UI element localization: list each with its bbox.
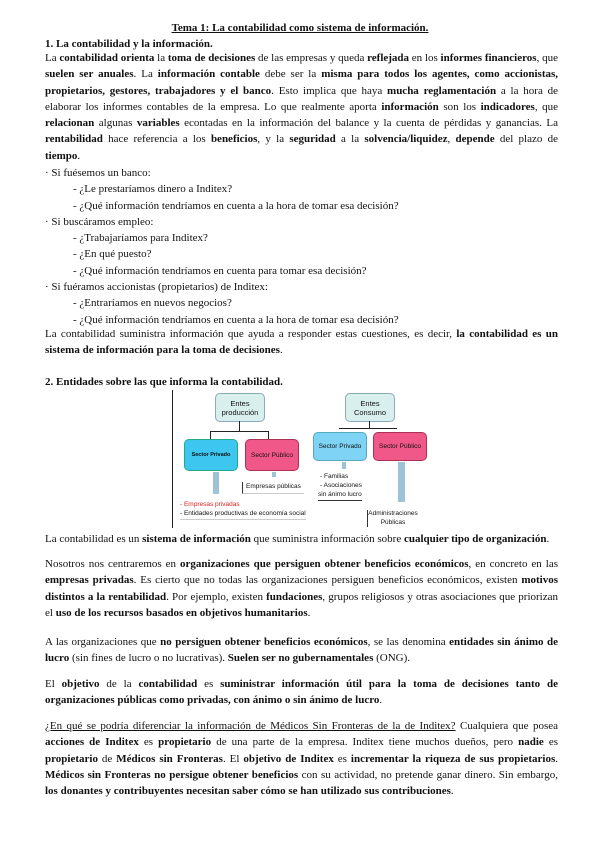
bold-text: acciones de Inditex xyxy=(45,736,139,749)
text: El xyxy=(45,678,62,690)
text: que suministra información sobre xyxy=(250,533,404,545)
paragraph xyxy=(45,50,558,164)
text: . xyxy=(279,344,283,357)
asociaciones-label: - Asociaciones xyxy=(320,482,362,489)
bold-text: contabilidad xyxy=(138,678,198,690)
question-item: - ¿Trabajaríamos para Inditex? xyxy=(73,232,208,245)
bold-text: reflejada xyxy=(367,52,410,64)
text: es xyxy=(197,678,221,690)
bold-text: entidades sin ánimo de lucro xyxy=(45,636,558,665)
text: son los xyxy=(438,100,481,113)
text: . xyxy=(307,606,311,619)
scenario-item: · Si fuésemos un banco: xyxy=(45,167,151,179)
paragraph xyxy=(45,718,558,799)
bold-text: variables xyxy=(136,117,180,130)
produccion-sector-privado: Sector Privado xyxy=(184,439,238,471)
text: Cualquiera que posea xyxy=(455,720,559,732)
entities-diagram xyxy=(172,388,434,530)
text: . xyxy=(555,752,558,765)
empresas-publicas-label: Empresas públicas xyxy=(242,482,304,494)
entes-produccion-box: Entes producción xyxy=(215,393,265,422)
text: . El xyxy=(222,752,244,765)
text: La xyxy=(45,52,60,64)
text: . La xyxy=(133,68,158,81)
paragraph xyxy=(45,676,558,709)
bold-text: propietario xyxy=(158,736,212,749)
produccion-sector-publico: Sector Público xyxy=(245,439,299,471)
bold-text: cualquier tipo de organización xyxy=(403,533,547,545)
bold-text: contabilidad orienta xyxy=(59,52,155,64)
bold-text: nadie xyxy=(518,736,544,749)
scenario-item: · Si fuéramos accionistas (propietarios) de Inditex: xyxy=(45,281,268,294)
text: . xyxy=(379,694,383,707)
text: del plazo de xyxy=(494,133,558,146)
text: La contabilidad suministra información que ayuda a responder estas cuestiones, es decir, xyxy=(45,328,457,340)
question-item: - ¿Qué información tendríamos en cuenta a la hora de tomar esa decisión? xyxy=(73,313,399,326)
bold-text: toma de decisiones xyxy=(167,52,256,64)
bold-text: seguridad xyxy=(289,133,336,146)
text: de una parte de la empresa. Inditex tiene muchos dueños, pero xyxy=(211,736,519,749)
bold-text: depende xyxy=(455,133,495,146)
bold-text: sistema de información xyxy=(142,533,251,545)
bold-text: suministrar información útil para la toma de decisiones tanto de organizaciones públicas como privadas, con ánimo o sin ánimo de lucro xyxy=(45,678,558,707)
question-item: - ¿En qué puesto? xyxy=(73,248,152,261)
bold-text: motivos distintos a la rentabilidad xyxy=(45,574,559,603)
arrow-icon xyxy=(398,462,405,502)
arrow-icon xyxy=(213,472,219,494)
text: de la xyxy=(99,678,139,690)
arrow-icon xyxy=(272,472,276,477)
arrow-icon xyxy=(342,462,346,469)
document-title: Tema 1: La contabilidad como sistema de información. xyxy=(171,22,429,34)
consumo-sector-publico: Sector Público xyxy=(373,432,427,461)
bold-text: Suelen ser no gubernamentales xyxy=(227,652,374,665)
economia-social-label: - Entidades productivas de economía social xyxy=(180,510,306,520)
question-list xyxy=(45,165,399,328)
bold-text: empresas privadas xyxy=(45,574,134,587)
scenario-item: · Si buscáramos empleo: xyxy=(45,215,154,228)
bold-text: misma para todos los agentes, como accionistas, propietarios, gestores, trabajadores y el banco xyxy=(45,68,559,97)
text: con su actividad, no pretende ganar dinero. Sin embargo, xyxy=(298,768,558,781)
bold-text: Médicos sin Fronteras no persigue obtener beneficios xyxy=(45,768,299,781)
bold-text: tiempo xyxy=(45,149,78,162)
bold-text: relacionan xyxy=(45,117,95,130)
text: en los xyxy=(409,52,441,64)
bold-text: indicadores xyxy=(480,100,535,113)
text: , que xyxy=(534,100,559,113)
text: , que xyxy=(536,52,558,64)
text: , grupos religiosos y otras asociaciones que priorizan el xyxy=(45,590,558,619)
text: a la hora de elaborar los informes contables de la empresa. Lo que realmente aporta xyxy=(45,84,558,113)
text: (sin fines de lucro o no lucrativas). xyxy=(69,652,228,665)
text: La contabilidad es un xyxy=(45,533,143,545)
empresas-privadas-label: - Empresas privadas xyxy=(180,501,240,508)
text: es xyxy=(543,736,558,749)
question-item: - ¿Le prestaríamos dinero a Inditex? xyxy=(73,183,233,196)
text: la xyxy=(154,52,168,64)
paragraph xyxy=(45,326,558,359)
bold-text: objetivo de Inditex xyxy=(243,752,334,765)
paragraph xyxy=(45,531,558,547)
bold-text: organizaciones que persiguen obtener beneficios económicos xyxy=(180,558,469,570)
bold-text: la contabilidad es un sistema de información para la toma de decisiones xyxy=(45,328,559,357)
text: . xyxy=(450,785,454,798)
bold-text: beneficios xyxy=(210,133,258,146)
paragraph xyxy=(45,556,558,621)
text: Nosotros nos centraremos en xyxy=(45,558,181,570)
text: a la xyxy=(335,133,365,146)
bold-text: solvencia/liquidez xyxy=(364,133,448,146)
diagram-border xyxy=(172,390,173,528)
bold-text: mucha reglamentación xyxy=(387,84,497,97)
text: . xyxy=(77,149,81,162)
bold-text: fundaciones xyxy=(266,590,323,603)
text: algunas xyxy=(94,117,137,130)
bold-text: propietario xyxy=(45,752,98,765)
consumo-sector-privado: Sector Privado xyxy=(313,432,367,461)
text: de las empresas y queda xyxy=(255,52,368,64)
text: A las organizaciones que xyxy=(45,636,161,648)
text: es xyxy=(138,736,159,749)
question-item: - ¿Entraríamos en nuevos negocios? xyxy=(73,297,232,310)
bold-text: los donantes y contribuyentes necesitan saber cómo se han utilizado sus contribuciones xyxy=(45,785,451,798)
text: es xyxy=(333,752,351,765)
administraciones-label: Administraciones Públicas xyxy=(368,510,418,526)
text: . xyxy=(546,533,550,545)
bold-text: objetivo xyxy=(61,678,100,690)
bold-text: uso de los recursos basados en objetivos humanitarios xyxy=(55,606,308,619)
bold-text: informes financieros xyxy=(440,52,537,64)
bold-text: no persiguen obtener beneficios económicos xyxy=(160,636,368,648)
text: , se las denomina xyxy=(367,636,450,648)
text: econtadas en la información del balance y la cuenta de pérdidas y ganancias. La xyxy=(179,117,558,130)
bold-text: suelen ser anuales xyxy=(45,68,134,81)
text: . Por ejemplo, existen xyxy=(166,590,267,603)
question-item: - ¿Qué información tendríamos en cuenta para tomar esa decisión? xyxy=(73,264,367,277)
bold-text: información xyxy=(381,100,439,113)
underlined-text: ¿En qué se podría diferenciar la información de Médicos Sin Fronteras de la de Inditex? xyxy=(45,720,456,732)
text: , en concreto en las xyxy=(468,558,558,570)
paragraph xyxy=(45,634,558,667)
entes-consumo-box: Entes Consumo xyxy=(345,393,395,422)
bold-text: rentabilidad xyxy=(45,133,103,146)
text: , xyxy=(447,133,456,146)
text: , y la xyxy=(257,133,290,146)
bold-text: incrementar la riqueza de sus propietarios xyxy=(350,752,556,765)
bold-text: Médicos sin Fronteras xyxy=(116,752,223,765)
text: . Esto implica que haya xyxy=(271,84,388,97)
familias-label: - Familias xyxy=(320,473,349,480)
text: hace referencia a los xyxy=(102,133,211,146)
bold-text: 2. Entidades sobre las que informa la contabilidad. xyxy=(45,376,283,388)
text: de xyxy=(97,752,117,765)
bold-text: 1. La contabilidad y la información. xyxy=(45,38,213,50)
text: debe ser la xyxy=(259,68,322,81)
bold-text: información contable xyxy=(157,68,260,81)
sin-animo-label: sin ánimo lucro xyxy=(318,491,362,501)
text: . Es cierto que no todas las organizaciones persiguen beneficios económicos, existen xyxy=(133,574,522,587)
text: (ONG). xyxy=(373,652,411,665)
question-item: - ¿Qué información tendríamos en cuenta a la hora de tomar esa decisión? xyxy=(73,199,399,212)
